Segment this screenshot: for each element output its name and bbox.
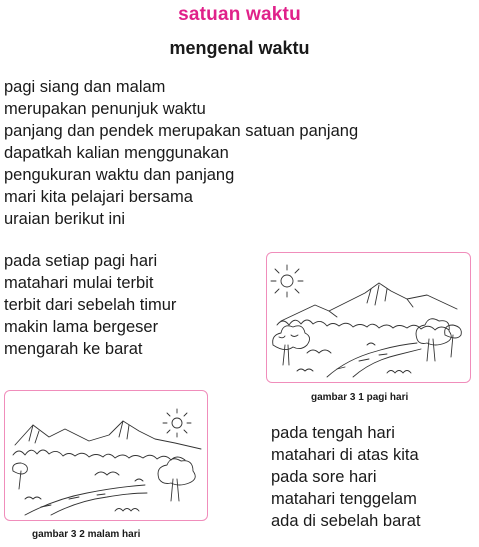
intro-line: pagi siang dan malam — [4, 78, 166, 96]
figure-evening-frame — [4, 390, 208, 521]
morning-line: makin lama bergeser — [4, 318, 159, 336]
noon-evening-line: matahari di atas kita — [271, 446, 419, 464]
section-heading: mengenal waktu — [169, 38, 310, 58]
page-title: satuan waktu — [178, 4, 301, 25]
morning-line: matahari mulai terbit — [4, 274, 154, 292]
intro-line: panjang dan pendek merupakan satuan panjang — [4, 122, 359, 140]
noon-evening-line: ada di sebelah barat — [271, 512, 421, 530]
figure-evening-caption: gambar 3 2 malam hari — [32, 529, 141, 540]
intro-line: dapatkah kalian menggunakan — [4, 144, 229, 162]
figure-morning-caption: gambar 3 1 pagi hari — [311, 392, 409, 403]
sun-icon — [271, 265, 303, 297]
morning-line: mengarah ke barat — [4, 340, 143, 358]
figure-morning-frame — [266, 252, 471, 383]
intro-line: uraian berikut ini — [4, 210, 126, 228]
intro-paragraph — [4, 76, 358, 230]
evening-landscape-illustration — [5, 391, 206, 519]
noon-evening-line: matahari tenggelam — [271, 490, 417, 508]
morning-line: terbit dari sebelah timur — [4, 296, 177, 314]
intro-line: mari kita pelajari bersama — [4, 188, 193, 206]
morning-line: pada setiap pagi hari — [4, 252, 158, 270]
noon-evening-line: pada sore hari — [271, 468, 377, 486]
sun-icon — [163, 409, 191, 437]
morning-landscape-illustration — [267, 253, 469, 381]
morning-paragraph — [4, 250, 176, 360]
noon-evening-line: pada tengah hari — [271, 424, 395, 442]
noon-evening-paragraph — [271, 422, 421, 532]
intro-line: merupakan penunjuk waktu — [4, 100, 206, 118]
intro-line: pengukuran waktu dan panjang — [4, 166, 235, 184]
